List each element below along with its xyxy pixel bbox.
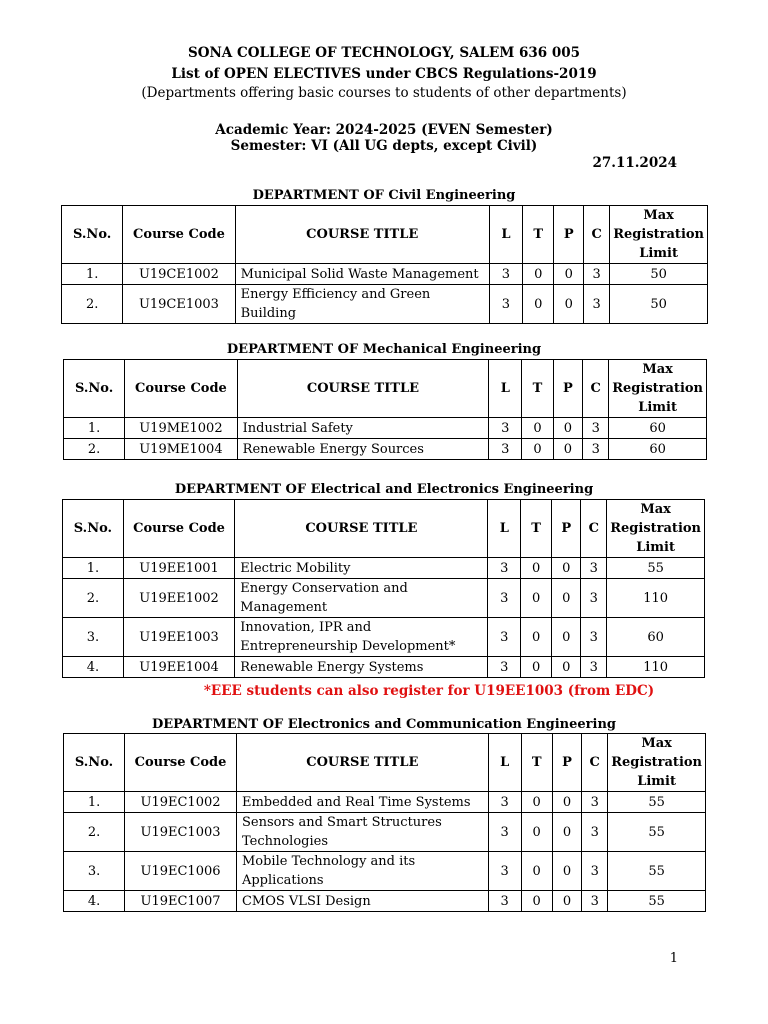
header-c: C <box>584 206 610 264</box>
table-row <box>64 891 706 912</box>
cell-course-code: U19EC1002 <box>125 792 237 813</box>
cell-course-code: U19ME1004 <box>125 439 237 460</box>
cell-sno: 2. <box>63 579 124 618</box>
cell-sno: 1. <box>63 558 124 579</box>
header-limit-line: Limit <box>636 540 675 555</box>
cell-p: 0 <box>552 891 581 912</box>
course-table <box>62 499 705 678</box>
eee-note: *EEE students can also register for U19EE1003 (from EDC) <box>203 683 655 699</box>
cell-course-title <box>235 558 488 579</box>
cell-t: 0 <box>521 792 552 813</box>
course-title-line: Energy Efficiency and Green Building <box>240 287 431 321</box>
cell-t: 0 <box>521 579 552 618</box>
cell-max-limit: 110 <box>607 579 705 618</box>
header-t: T <box>522 360 553 418</box>
cell-course-title <box>237 418 489 439</box>
cell-p: 0 <box>552 813 581 852</box>
cell-course-title <box>236 813 488 852</box>
cell-c: 3 <box>581 618 607 657</box>
table-row <box>64 439 707 460</box>
cell-t: 0 <box>522 439 553 460</box>
header-l: L <box>489 360 522 418</box>
cell-sno: 2. <box>64 439 125 460</box>
cell-p: 0 <box>552 852 581 891</box>
cell-c: 3 <box>582 891 608 912</box>
cell-c: 3 <box>584 285 610 324</box>
cell-course-code: U19EE1002 <box>123 579 234 618</box>
header-max-registration-limit <box>607 500 705 558</box>
cell-course-code: U19CE1003 <box>123 285 235 324</box>
table-header-row <box>62 206 708 264</box>
cell-c: 3 <box>582 813 608 852</box>
course-title-line: Technologies <box>241 834 329 849</box>
cell-sno: 1. <box>64 792 125 813</box>
cell-max-limit: 60 <box>609 439 707 460</box>
cell-sno: 3. <box>64 852 125 891</box>
cell-p: 0 <box>552 558 581 579</box>
table-header-row <box>64 360 707 418</box>
cell-t: 0 <box>521 813 552 852</box>
header-sno: S.No. <box>64 734 125 792</box>
list-subtitle: (Departments offering basic courses to students of other departments) <box>141 85 627 101</box>
cell-sno: 2. <box>64 813 125 852</box>
cell-course-code: U19EE1004 <box>123 657 234 678</box>
cell-c: 3 <box>581 558 607 579</box>
cell-course-code: U19EC1007 <box>125 891 237 912</box>
cell-t: 0 <box>523 264 554 285</box>
cell-l: 3 <box>489 418 522 439</box>
department-heading: DEPARTMENT OF Mechanical Engineering <box>226 342 542 357</box>
cell-course-title <box>236 852 488 891</box>
cell-course-code: U19EE1001 <box>123 558 234 579</box>
header-limit-line: Max <box>642 362 673 377</box>
table-row <box>63 579 705 618</box>
cell-course-title <box>235 285 489 324</box>
table-row <box>64 418 707 439</box>
header-sno: S.No. <box>63 500 124 558</box>
cell-sno: 2. <box>62 285 123 324</box>
header-limit-line: Max <box>641 736 672 751</box>
cell-l: 3 <box>488 891 521 912</box>
table-row <box>63 657 705 678</box>
header-l: L <box>488 500 521 558</box>
header-sno: S.No. <box>62 206 123 264</box>
course-title-line: Energy Conservation and <box>240 581 408 596</box>
header-sno: S.No. <box>64 360 125 418</box>
cell-course-title <box>235 618 488 657</box>
table-row <box>63 558 705 579</box>
cell-c: 3 <box>581 657 607 678</box>
cell-l: 3 <box>488 558 521 579</box>
header-l: L <box>488 734 521 792</box>
cell-l: 3 <box>488 813 521 852</box>
cell-course-title <box>236 891 488 912</box>
cell-l: 3 <box>489 285 522 324</box>
header-course-code: Course Code <box>125 360 237 418</box>
cell-course-title <box>235 264 489 285</box>
header-t: T <box>523 206 554 264</box>
cell-l: 3 <box>488 792 521 813</box>
header-p: P <box>554 206 584 264</box>
cell-course-code: U19EE1003 <box>123 618 234 657</box>
cell-c: 3 <box>583 418 609 439</box>
header-c: C <box>582 734 608 792</box>
cell-c: 3 <box>581 579 607 618</box>
cell-course-title <box>235 657 488 678</box>
cell-course-title <box>237 439 489 460</box>
header-limit-line: Registration <box>612 381 703 396</box>
cell-p: 0 <box>553 439 583 460</box>
cell-p: 0 <box>554 264 584 285</box>
header-max-registration-limit <box>609 360 707 418</box>
table-row <box>64 792 706 813</box>
header-limit-line: Limit <box>638 400 677 415</box>
cell-max-limit: 55 <box>608 891 706 912</box>
cell-p: 0 <box>552 792 581 813</box>
college-name: SONA COLLEGE OF TECHNOLOGY, SALEM 636 005 <box>187 45 581 61</box>
header-t: T <box>521 734 552 792</box>
header-p: P <box>552 734 581 792</box>
table-row <box>62 285 708 324</box>
header-t: T <box>521 500 552 558</box>
cell-max-limit: 50 <box>610 285 708 324</box>
cell-t: 0 <box>523 285 554 324</box>
cell-course-code: U19ME1002 <box>125 418 237 439</box>
cell-c: 3 <box>582 792 608 813</box>
department-heading: DEPARTMENT OF Electronics and Communication Engineering <box>151 717 617 732</box>
table-row <box>62 264 708 285</box>
course-title-line: Mobile Technology and its <box>241 854 416 869</box>
course-title-line: Applications <box>241 873 324 888</box>
header-course-title: COURSE TITLE <box>237 360 489 418</box>
cell-course-code: U19EC1003 <box>125 813 237 852</box>
cell-max-limit: 50 <box>610 264 708 285</box>
course-title-line: Renewable Energy Sources <box>242 441 424 457</box>
cell-max-limit: 55 <box>607 558 705 579</box>
semester-info: Semester: VI (All UG depts, except Civil) <box>230 138 538 154</box>
course-title-line: Sensors and Smart Structures <box>241 815 442 830</box>
header-limit-line: Max <box>643 208 674 223</box>
course-title-line: Embedded and Real Time Systems <box>241 794 471 810</box>
course-title-line: Management <box>240 600 328 615</box>
cell-course-code: U19CE1002 <box>123 264 235 285</box>
cell-max-limit: 110 <box>607 657 705 678</box>
header-c: C <box>583 360 609 418</box>
course-title-line: Industrial Safety <box>242 420 353 436</box>
cell-sno: 3. <box>63 618 124 657</box>
table-header-row <box>63 500 705 558</box>
header-course-code: Course Code <box>125 734 237 792</box>
header-course-title: COURSE TITLE <box>235 206 489 264</box>
header-limit-line: Limit <box>637 774 676 789</box>
cell-course-code: U19EC1006 <box>125 852 237 891</box>
header-limit-line: Registration <box>610 521 701 536</box>
cell-t: 0 <box>521 852 552 891</box>
header-p: P <box>552 500 581 558</box>
cell-t: 0 <box>521 558 552 579</box>
cell-course-title <box>236 792 488 813</box>
department-heading: DEPARTMENT OF Electrical and Electronics Engineering <box>174 482 594 497</box>
cell-l: 3 <box>488 579 521 618</box>
cell-max-limit: 55 <box>608 813 706 852</box>
cell-t: 0 <box>521 891 552 912</box>
cell-c: 3 <box>584 264 610 285</box>
list-title: List of OPEN ELECTIVES under CBCS Regulations-2019 <box>171 66 597 82</box>
table-row <box>64 852 706 891</box>
cell-l: 3 <box>488 657 521 678</box>
course-table <box>63 733 706 912</box>
header-limit-line: Registration <box>613 227 704 242</box>
cell-p: 0 <box>552 657 581 678</box>
department-heading: DEPARTMENT OF Civil Engineering <box>252 188 516 203</box>
cell-sno: 1. <box>64 418 125 439</box>
academic-year: Academic Year: 2024-2025 (EVEN Semester) <box>215 122 553 138</box>
cell-max-limit: 55 <box>608 792 706 813</box>
course-title-line: CMOS VLSI Design <box>241 893 371 909</box>
header-p: P <box>553 360 583 418</box>
cell-sno: 4. <box>64 891 125 912</box>
cell-p: 0 <box>552 579 581 618</box>
cell-max-limit: 60 <box>609 418 707 439</box>
header-l: L <box>489 206 522 264</box>
course-title-line: Renewable Energy Systems <box>240 659 424 675</box>
header-course-code: Course Code <box>123 206 235 264</box>
header-limit-line: Max <box>640 502 671 517</box>
cell-l: 3 <box>489 264 522 285</box>
course-title-line: Entrepreneurship Development* <box>240 639 456 654</box>
table-row <box>64 813 706 852</box>
header-course-code: Course Code <box>123 500 234 558</box>
header-max-registration-limit <box>608 734 706 792</box>
course-title-line: Electric Mobility <box>240 560 351 576</box>
page-number: 1 <box>669 951 678 966</box>
header-c: C <box>581 500 607 558</box>
course-title-line: Innovation, IPR and <box>240 620 372 635</box>
table-header-row <box>64 734 706 792</box>
header-course-title: COURSE TITLE <box>236 734 488 792</box>
table-row <box>63 618 705 657</box>
header-course-title: COURSE TITLE <box>235 500 488 558</box>
course-table <box>61 205 708 324</box>
header-limit-line: Registration <box>611 755 702 770</box>
cell-t: 0 <box>521 618 552 657</box>
document-date: 27.11.2024 <box>592 155 677 171</box>
cell-p: 0 <box>553 418 583 439</box>
cell-t: 0 <box>522 418 553 439</box>
cell-sno: 1. <box>62 264 123 285</box>
cell-l: 3 <box>488 852 521 891</box>
header-limit-line: Limit <box>639 246 678 261</box>
cell-sno: 4. <box>63 657 124 678</box>
cell-c: 3 <box>583 439 609 460</box>
cell-l: 3 <box>488 618 521 657</box>
cell-c: 3 <box>582 852 608 891</box>
cell-p: 0 <box>552 618 581 657</box>
course-title-line: Municipal Solid Waste Management <box>240 266 479 282</box>
cell-max-limit: 60 <box>607 618 705 657</box>
header-max-registration-limit <box>610 206 708 264</box>
cell-p: 0 <box>554 285 584 324</box>
cell-max-limit: 55 <box>608 852 706 891</box>
course-table <box>63 359 707 460</box>
cell-t: 0 <box>521 657 552 678</box>
cell-l: 3 <box>489 439 522 460</box>
cell-course-title <box>235 579 488 618</box>
